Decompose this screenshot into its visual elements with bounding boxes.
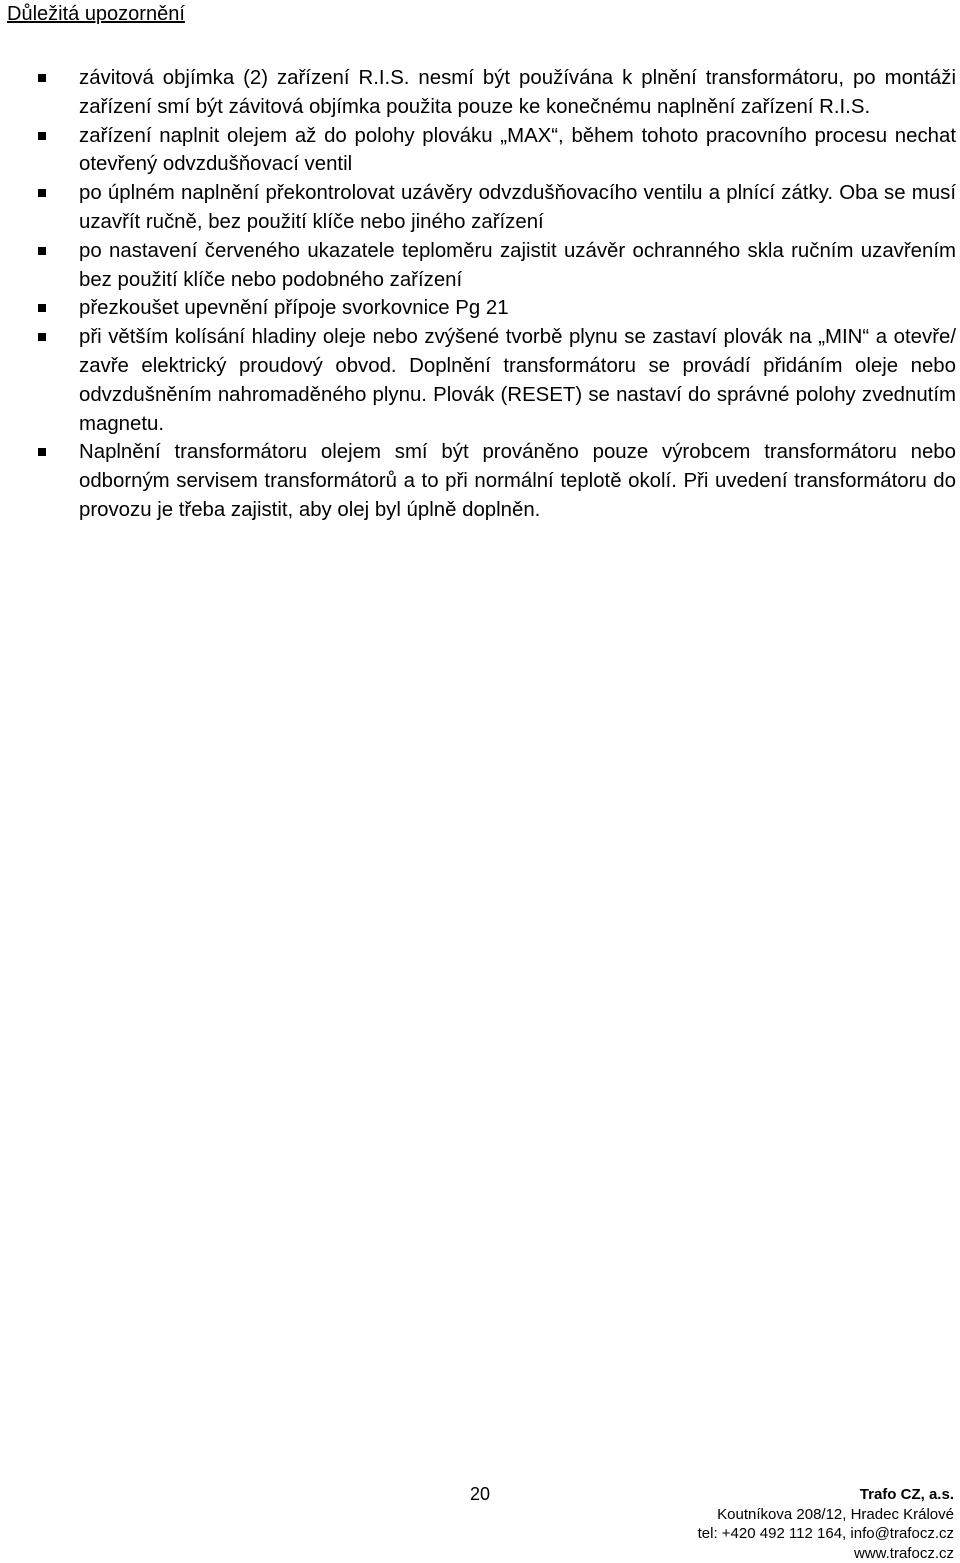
warning-item-4 xyxy=(0,237,960,295)
warning-item-3 xyxy=(0,179,960,237)
warning-text: Naplnění transformátoru olejem smí být prováněno pouze výrobcem transformátoru nebo odborným servisem transformátorů a to při normální teplotě okolí. Při uvedení transformátoru do provozu je třeba zajistit, aby olej byl úplně doplněn. xyxy=(79,441,956,521)
square-bullet-icon xyxy=(38,304,46,312)
company-address: Koutníkova 208/12, Hradec Králové xyxy=(698,1505,954,1525)
warning-list xyxy=(0,64,960,525)
warning-item-2 xyxy=(0,122,960,180)
square-bullet-icon xyxy=(38,247,46,255)
company-website: www.trafocz.cz xyxy=(698,1544,954,1563)
square-bullet-icon xyxy=(38,132,46,140)
company-contact: tel: +420 492 112 164, info@trafocz.cz xyxy=(698,1524,954,1544)
square-bullet-icon xyxy=(38,448,46,456)
square-bullet-icon xyxy=(38,189,46,197)
square-bullet-icon xyxy=(38,74,46,82)
page-number: 20 xyxy=(440,1483,520,1505)
warning-item-6 xyxy=(0,323,960,438)
page-heading: Důležitá upozornění xyxy=(7,2,185,26)
warning-item-5 xyxy=(0,294,960,323)
warning-text: při větším kolísání hladiny oleje nebo zvýšené tvorbě plynu se zastaví plovák na „MIN“ a otevře/ zavře elektrický proudový obvod. Doplnění transformátoru se provádí přidáním oleje nebo odvzdušněním nahromaděného plynu. Plovák (RESET) se nastaví do správné polohy zvednutím magnetu. xyxy=(79,326,956,434)
company-name: Trafo CZ, a.s. xyxy=(698,1485,954,1505)
warning-text: přezkoušet upevnění přípoje svorkovnice Pg 21 xyxy=(79,297,509,319)
warning-text: zařízení naplnit olejem až do polohy plováku „MAX“, během tohoto pracovního procesu nechat otevřený odvzdušňovací ventil xyxy=(79,125,956,176)
warning-text: po nastavení červeného ukazatele teploměru zajistit uzávěr ochranného skla ručním uzavřením bez použití klíče nebo podobného zařízení xyxy=(79,240,956,291)
warning-text: závitová objímka (2) zařízení R.I.S. nesmí být používána k plnění transformátoru, po montáži zařízení smí být závitová objímka použita pouze ke konečnému naplnění zařízení R.I.S. xyxy=(79,67,956,118)
warning-text: po úplném naplnění překontrolovat uzávěry odvzdušňovacího ventilu a plnící zátky. Oba se musí uzavřít ručně, bez použití klíče nebo jiného zařízení xyxy=(79,182,956,233)
warning-item-1 xyxy=(0,64,960,122)
warning-item-7 xyxy=(0,438,960,524)
company-info xyxy=(698,1485,954,1563)
square-bullet-icon xyxy=(38,333,46,341)
